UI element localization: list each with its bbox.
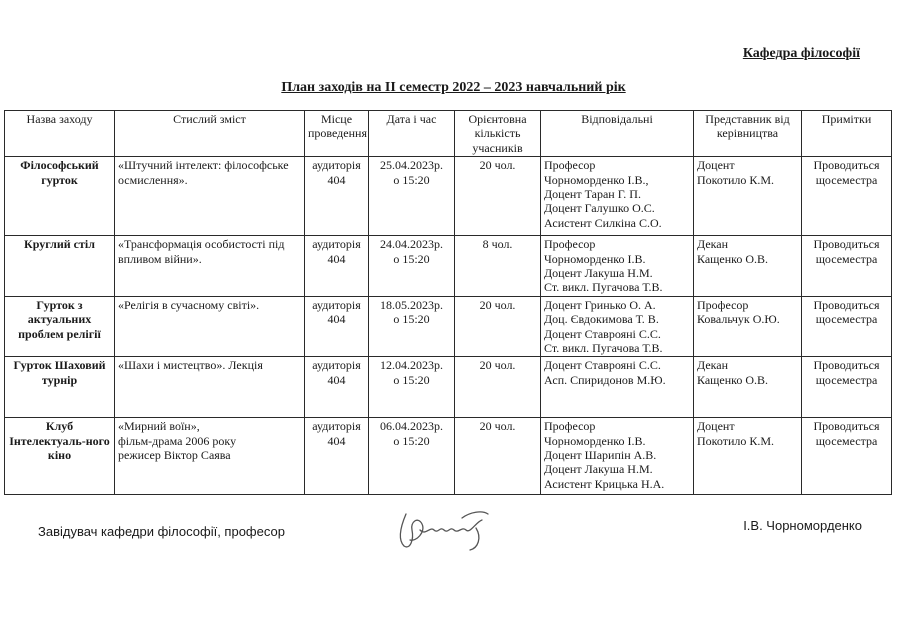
event-responsible xyxy=(541,157,694,236)
event-place: аудиторія 404 xyxy=(305,357,369,418)
responsible-person: Чорноморденко І.В., xyxy=(544,172,649,187)
event-notes: Проводиться щосеместра xyxy=(802,236,892,297)
column-header: Стислий зміст xyxy=(115,111,305,157)
event-participants: 20 чол. xyxy=(455,296,541,357)
column-header: Місце проведення xyxy=(305,111,369,157)
table-row xyxy=(5,418,892,495)
event-place: аудиторія 404 xyxy=(305,157,369,236)
head-of-department-position: Завідувач кафедри філософії, професор xyxy=(38,524,285,539)
events-table xyxy=(4,110,892,495)
event-summary: «Шахи і мистецтво». Лекція xyxy=(115,357,305,418)
event-place: аудиторія 404 xyxy=(305,418,369,495)
table-row xyxy=(5,236,892,297)
management-name: Кащенко О.В. xyxy=(697,251,769,266)
responsible-person: Професор xyxy=(544,419,596,434)
responsible-person: Доцент Лакуша Н.М. xyxy=(544,265,653,280)
event-notes: Проводиться щосеместра xyxy=(802,357,892,418)
responsible-person: Доцент Ставрояні С.С. xyxy=(544,358,661,373)
column-header: Назва заходу xyxy=(5,111,115,157)
event-place: аудиторія 404 xyxy=(305,296,369,357)
event-responsible xyxy=(541,296,694,357)
event-notes: Проводиться щосеместра xyxy=(802,418,892,495)
responsible-person: Доцент Ставрояні С.С. xyxy=(544,326,661,341)
responsible-person: Асистент Крицька Н.А. xyxy=(544,476,665,491)
event-management xyxy=(694,296,802,357)
summary-line: «Мирний воїн», xyxy=(118,419,200,434)
event-summary xyxy=(115,418,305,495)
event-name: Гурток Шаховий турнір xyxy=(5,357,115,418)
event-time: о 15:20 xyxy=(393,312,430,327)
event-name: Філософський гурток xyxy=(5,157,115,236)
table-row xyxy=(5,296,892,357)
event-time: о 15:20 xyxy=(393,433,430,448)
responsible-person: Доцент Галушко О.С. xyxy=(544,201,655,216)
column-header: Примітки xyxy=(802,111,892,157)
column-header: Відповідальні xyxy=(541,111,694,157)
management-title: Декан xyxy=(697,237,729,252)
event-time: о 15:20 xyxy=(393,372,430,387)
column-header: Представник від керівництва xyxy=(694,111,802,157)
event-date: 12.04.2023р. xyxy=(380,358,443,373)
table-header-row xyxy=(5,111,892,157)
head-of-department-name: І.В. Чорноморденко xyxy=(743,518,862,533)
management-name: Ковальчук О.Ю. xyxy=(697,312,780,327)
management-name: Кащенко О.В. xyxy=(697,372,769,387)
event-name: Круглий стіл xyxy=(5,236,115,297)
event-participants: 20 чол. xyxy=(455,157,541,236)
responsible-person: Чорноморденко І.В. xyxy=(544,433,646,448)
event-datetime xyxy=(369,357,455,418)
management-title: Декан xyxy=(697,358,729,373)
event-summary: «Трансформація особистості під впливом війни». xyxy=(115,236,305,297)
event-summary: «Штучний інтелект: філософське осмислення». xyxy=(115,157,305,236)
event-management xyxy=(694,418,802,495)
event-notes: Проводиться щосеместра xyxy=(802,296,892,357)
event-date: 18.05.2023р. xyxy=(380,297,443,312)
responsible-person: Професор xyxy=(544,158,596,173)
responsible-person: Чорноморденко І.В. xyxy=(544,251,646,266)
responsible-person: Професор xyxy=(544,237,596,252)
column-header: Дата і час xyxy=(369,111,455,157)
event-datetime xyxy=(369,236,455,297)
management-name: Покотило К.М. xyxy=(697,433,775,448)
responsible-person: Асп. Спиридонов М.Ю. xyxy=(544,372,666,387)
event-summary: «Релігія в сучасному світі». xyxy=(115,296,305,357)
responsible-person: Доцент Шарипін А.В. xyxy=(544,448,657,463)
responsible-person: Доцент Гринько О. А. xyxy=(544,297,656,312)
department-heading: Кафедра філософії xyxy=(742,46,860,61)
event-date: 24.04.2023р. xyxy=(380,237,443,252)
table-row xyxy=(5,157,892,236)
event-management xyxy=(694,357,802,418)
event-date: 25.04.2023р. xyxy=(380,158,443,173)
summary-line: фільм-драма 2006 року xyxy=(118,433,237,448)
page-title: План заходів на ІІ семестр 2022 – 2023 навчальний рік xyxy=(281,80,626,95)
responsible-person: Ст. викл. Пугачова Т.В. xyxy=(544,340,663,355)
event-management xyxy=(694,236,802,297)
event-responsible xyxy=(541,236,694,297)
column-header: Орієнтовна кількість учасників xyxy=(455,111,541,157)
event-time: о 15:20 xyxy=(393,251,430,266)
event-place: аудиторія 404 xyxy=(305,236,369,297)
management-title: Професор xyxy=(697,297,749,312)
event-datetime xyxy=(369,157,455,236)
event-datetime xyxy=(369,418,455,495)
event-participants: 8 чол. xyxy=(455,236,541,297)
event-responsible xyxy=(541,418,694,495)
management-title: Доцент xyxy=(697,158,735,173)
responsible-person: Доцент Таран Г. П. xyxy=(544,186,641,201)
event-notes: Проводиться щосеместра xyxy=(802,157,892,236)
management-title: Доцент xyxy=(697,419,735,434)
event-participants: 20 чол. xyxy=(455,418,541,495)
signature-icon xyxy=(392,500,512,555)
responsible-person: Доцент Лакуша Н.М. xyxy=(544,462,653,477)
event-date: 06.04.2023р. xyxy=(380,419,443,434)
event-name: Клуб Інтелектуаль-ного кіно xyxy=(5,418,115,495)
responsible-person: Доц. Євдокимова Т. В. xyxy=(544,312,659,327)
event-name: Гурток з актуальних проблем релігії xyxy=(5,296,115,357)
responsible-person: Асистент Силкіна С.О. xyxy=(544,215,662,230)
event-datetime xyxy=(369,296,455,357)
management-name: Покотило К.М. xyxy=(697,172,775,187)
event-participants: 20 чол. xyxy=(455,357,541,418)
event-responsible xyxy=(541,357,694,418)
event-time: о 15:20 xyxy=(393,172,430,187)
event-management xyxy=(694,157,802,236)
summary-line: режисер Віктор Саява xyxy=(118,448,231,463)
responsible-person: Ст. викл. Пугачова Т.В. xyxy=(544,280,663,295)
table-row xyxy=(5,357,892,418)
